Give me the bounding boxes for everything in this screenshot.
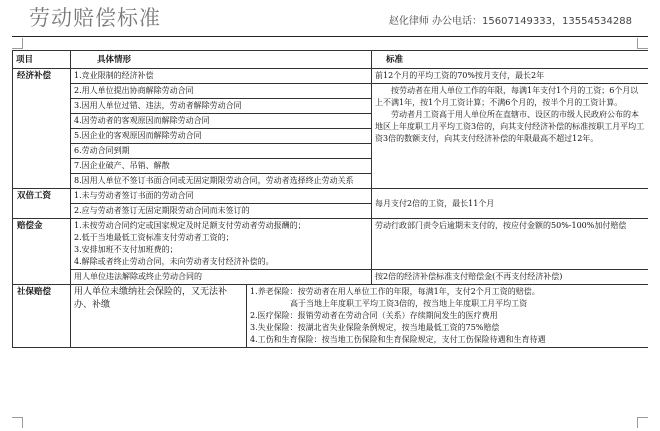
situation-cell: 3.因用人单位过错、违法，劳动者解除劳动合同 [71,99,372,114]
standard-cell: 劳动行政部门责令后逾期未支付的，按应付金额的50%-100%加付赔偿 [372,219,648,270]
category-social-insurance: 社保赔偿 [13,285,71,348]
compensation-table [12,50,648,348]
category-economic: 经济补偿 [13,69,71,189]
situation-cell: 4.因劳动者的客观原因而解除劳动合同 [71,114,372,129]
situation-cell: 6.劳动合同到期 [71,144,372,159]
category-double-wage: 双倍工资 [13,189,71,219]
header-divider [12,36,648,37]
situation-cell [71,219,372,270]
header-cell-item: 项目 [13,51,71,69]
insurance-line: 4.工伤和生育保险：按当地工伤保险和生育保险规定，支付工伤保险待遇和生育待遇 [250,335,546,344]
page-title: 劳动赔偿标准 [29,6,161,30]
standard-cell: 前12个月的平均工资的70%按月支付，最长2年 [372,69,648,84]
table-header-row [13,51,649,69]
situation-cell: 2.用人单位提出协商解除劳动合同 [71,84,372,99]
situation-cell: 用人单位未缴纳社会保险的，又无法补办、补缴 [71,285,247,348]
table-row [13,189,649,204]
situation-cell: 5.因企业的客观原因而解除劳动合同 [71,129,372,144]
standard-cell [247,285,649,348]
table-row [13,69,649,84]
situation-line: 3.安排加班不支付加班费的； [74,245,178,254]
situation-line: 2.低于当地最低工资标准支付劳动者工资的； [74,233,234,242]
table-row [13,270,649,285]
insurance-line: 3.失业保险：按湖北省失业保险条例规定，按当地最低工资的75%赔偿 [250,323,500,332]
crop-mark-top-left [12,38,23,49]
standard-cell [372,84,648,189]
insurance-line: 高于当地上年度职工平均工资3倍的，按当地上年度职工月平均工资 [290,299,528,308]
insurance-line: 1.养老保险：按劳动者在用人单位工作的年限，每满1年，支付2个月工资的赔偿。 [250,287,540,296]
standard-paragraph: 按劳动者在用人单位工作的年限，每满1年支付1个月的工资；6个月以上不满1年，按1个月工资计算；不满6个月的，按半个月的工资计算。 [375,86,639,107]
situation-cell: 用人单位违法解除或终止劳动合同的 [71,270,372,285]
insurance-line: 2.医疗保险：报销劳动者在劳动合同（关系）存续期间发生的医疗费用 [250,311,498,320]
table-row [13,285,649,348]
situation-cell: 7.因企业破产、吊销、解散 [71,159,372,174]
header-cell-situation: 具体情形 [71,51,372,69]
standard-cell: 每月支付2倍的工资，最长11个月 [372,189,648,219]
header-cell-standard: 标准 [372,51,648,69]
contact-info: 赵化律师 办公电话：15607149333，13554534288 [388,16,632,27]
table-row [13,84,649,99]
situation-cell: 1.竞业限制的经济补偿 [71,69,372,84]
standard-cell: 按2倍的经济补偿标准支付赔偿金(不再支付经济补偿) [372,270,648,285]
situation-cell: 2.应与劳动者签订无固定期限劳动合同而未签订的 [71,204,372,219]
situation-line: 4.解除或者终止劳动合同，未向劳动者支付经济补偿的。 [74,257,274,266]
crop-mark-top-right [637,38,648,49]
category-compensation: 赔偿金 [13,219,71,285]
situation-cell: 1.未与劳动者签订书面的劳动合同 [71,189,372,204]
table-row [13,219,649,270]
standard-paragraph: 劳动者月工资高于用人单位所在直辖市、设区的市级人民政府公布的本地区上年度职工月平均工资3倍的，向其支付经济补偿的标准按职工月平均工资3倍的数额支付，向其支付经济补偿的年限最高不超过12年。 [375,110,645,143]
document-page [12,50,648,430]
situation-line: 1.未按劳动合同约定或国家规定及时足额支付劳动者劳动报酬的； [74,221,306,230]
situation-cell: 8.因用人单位不签订书面合同或无固定期限劳动合同，劳动者选择终止劳动关系 [71,174,372,189]
